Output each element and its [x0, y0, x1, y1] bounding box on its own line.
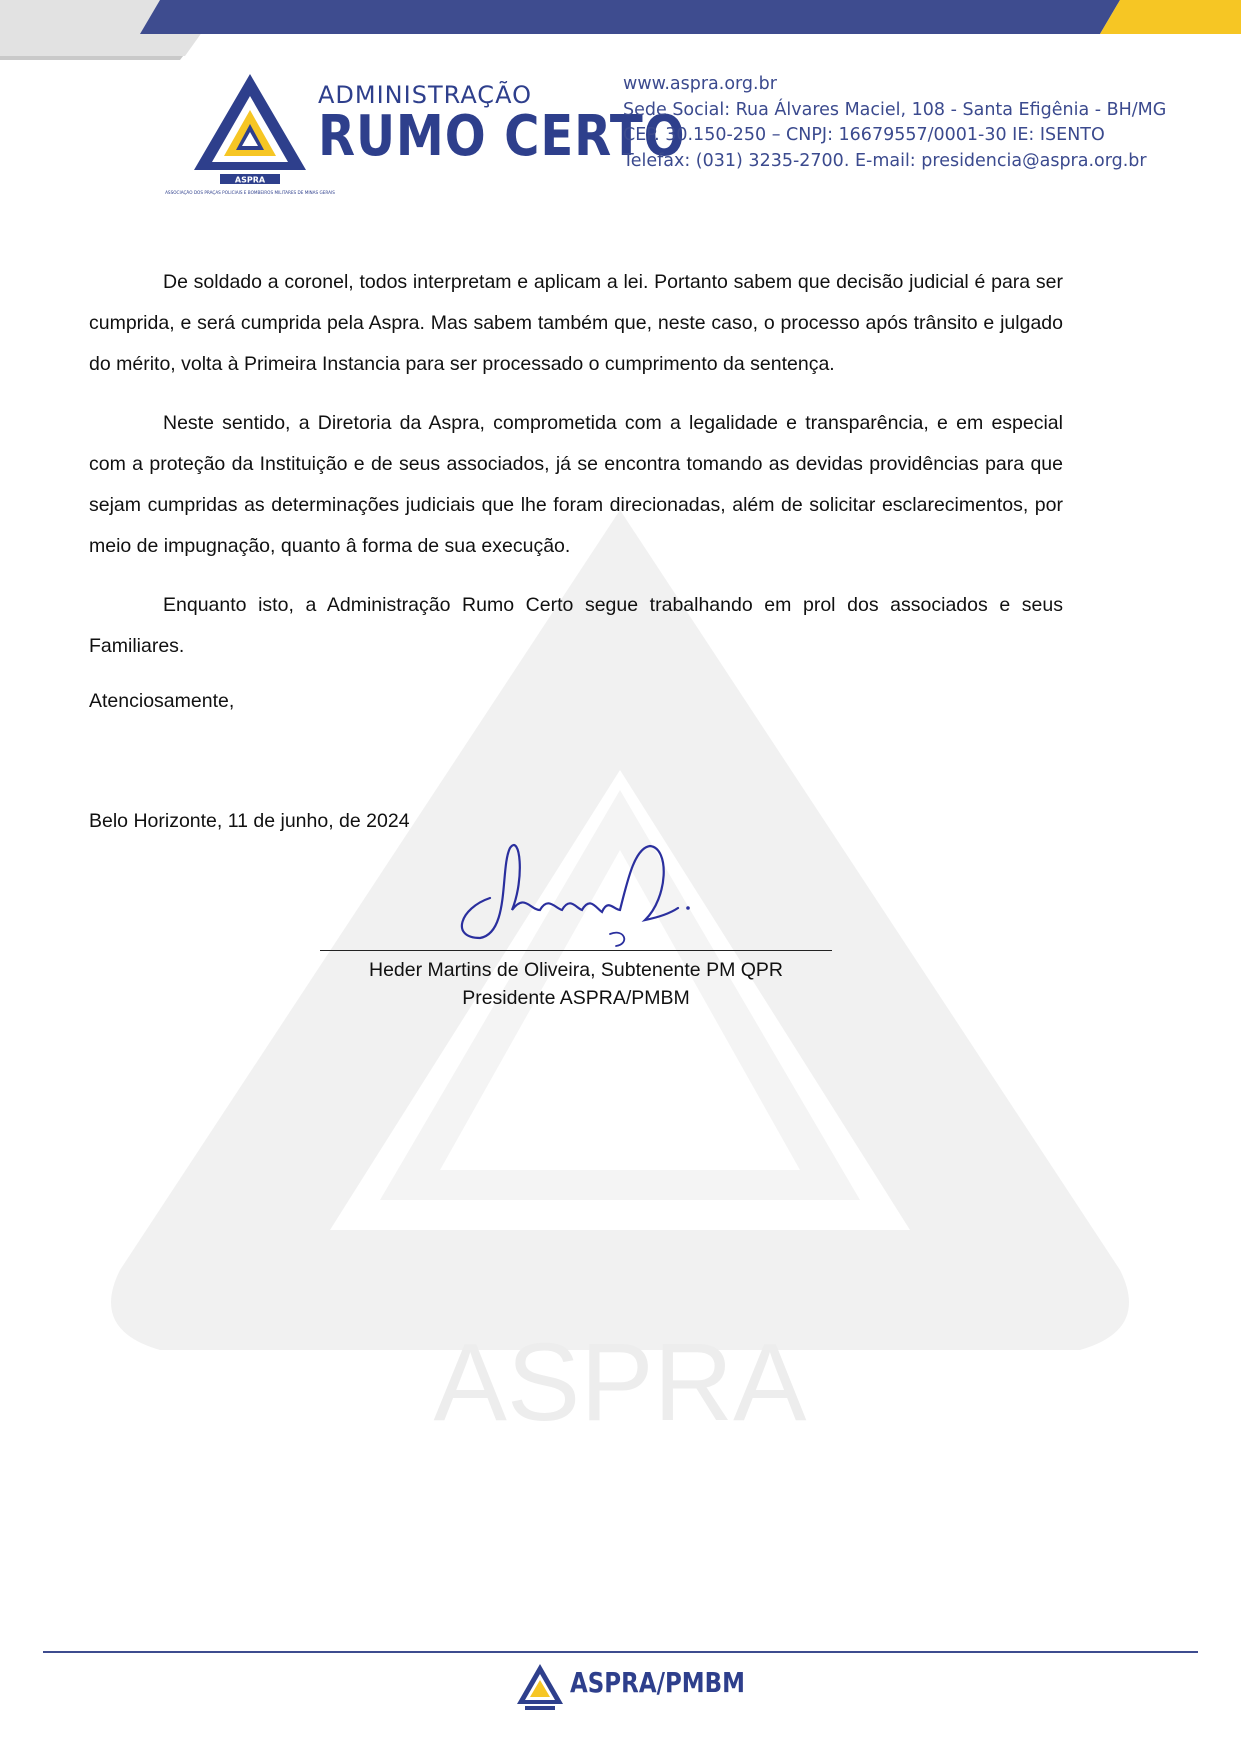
signatory-block — [320, 956, 832, 1012]
phone-email-line: Telefax: (031) 3235-2700. E-mail: presidencia@aspra.org.br — [623, 150, 1147, 171]
signatory-title: Presidente ASPRA/PMBM — [462, 987, 690, 1009]
address-line: Sede Social: Rua Álvares Maciel, 108 - Santa Efigênia - BH/MG — [623, 99, 1167, 120]
header-banner — [0, 0, 1241, 60]
org-name: RUMO CERTO — [318, 104, 686, 169]
org-admin-label: ADMINISTRAÇÃO — [318, 81, 532, 109]
letter-body — [89, 262, 1063, 685]
logo-caption: ASSOCIAÇÃO DOS PRAÇAS POLICIAIS E BOMBEIROS MILITARES DE MINAS GERAIS — [165, 190, 335, 195]
closing: Atenciosamente, — [89, 690, 235, 712]
footer-rule — [43, 1651, 1198, 1653]
contact-block — [623, 72, 1166, 174]
paragraph-3: Enquanto isto, a Administração Rumo Certo segue trabalhando em prol dos associados e seus Familiares. — [89, 594, 1063, 657]
handwritten-signature — [430, 838, 720, 958]
paragraph-2: Neste sentido, a Diretoria da Aspra, comprometida com a legalidade e transparência, e em especial com a proteção da Instituição e de seus associados, já se encontra tomando as devidas providências para que sejam cumpridas as determinações judiciais que lhe foram direcionadas, além de solicitar esclarecimentos, por meio de impugnação, quanto â forma de sua execução. — [89, 412, 1063, 557]
aspra-logo — [165, 70, 335, 200]
watermark-text: ASPRA — [433, 1321, 807, 1444]
dateline: Belo Horizonte, 11 de junho, de 2024 — [89, 810, 410, 832]
footer-logo — [515, 1662, 565, 1712]
registry-line: CEP. 30.150-250 – CNPJ: 16679557/0001-30 IE: ISENTO — [623, 125, 1105, 145]
logo-label: ASPRA — [234, 175, 266, 185]
signatory-name: Heder Martins de Oliveira, Subtenente PM QPR — [368, 959, 783, 981]
website-link[interactable]: www.aspra.org.br — [623, 74, 777, 94]
footer-name: ASPRA/PMBM — [570, 1666, 745, 1699]
paragraph-1: De soldado a coronel, todos interpretam e aplicam a lei. Portanto sabem que decisão judicial é para ser cumprida, e será cumprida pela Aspra. Mas sabem também que, neste caso, o processo após trânsito e julgado do mérito, volta à Primeira Instancia para ser processado o cumprimento da sentença. — [89, 271, 1063, 375]
signature-line — [320, 950, 832, 951]
